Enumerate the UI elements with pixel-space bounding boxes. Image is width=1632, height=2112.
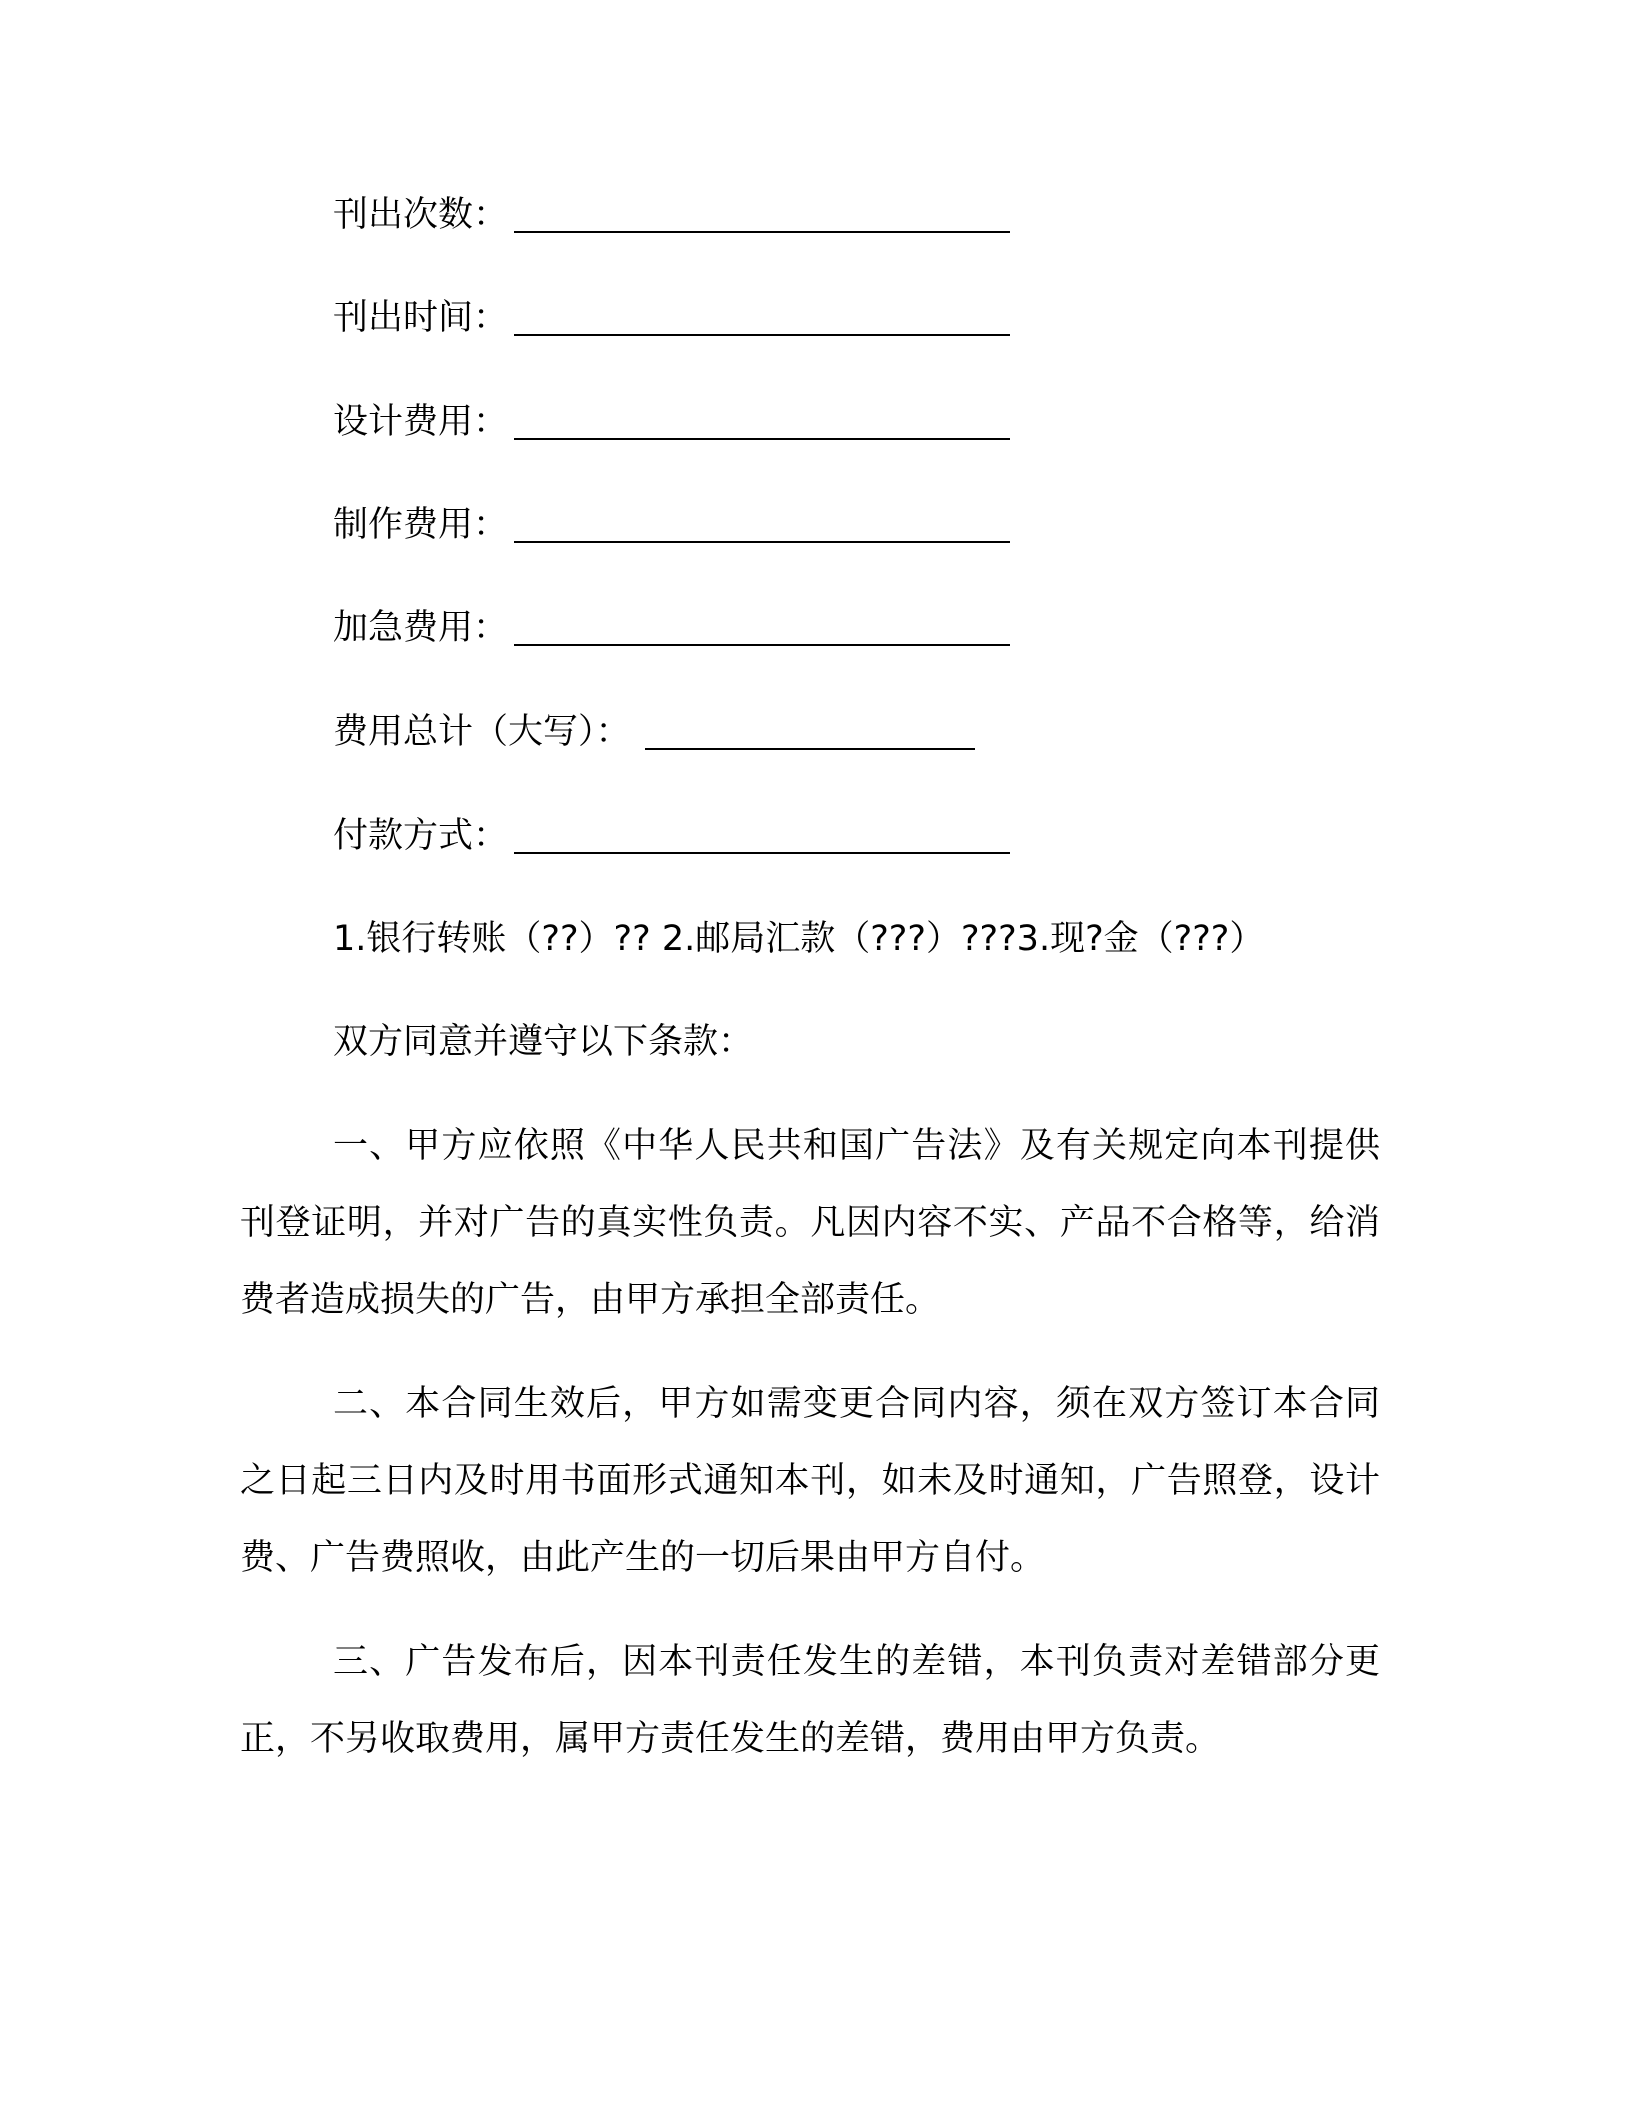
field-rush-fee bbox=[333, 598, 1010, 658]
field-label: 刊出次数： bbox=[333, 195, 509, 235]
field-label: 制作费用： bbox=[333, 505, 509, 545]
field-blank-line bbox=[514, 211, 1010, 233]
payment-options: 1.银行转账（??）?? 2.邮局汇款（???）???3.现?金（???） bbox=[333, 919, 1265, 959]
field-blank-line bbox=[514, 314, 1010, 336]
clause-1: 一、甲方应依照《中华人民共和国广告法》及有关规定向本刊提供刊登证明，并对广告的真实性负责。凡因内容不实、产品不合格等，给消费者造成损失的广告，由甲方承担全部责任。 bbox=[240, 1126, 1380, 1320]
field-blank-line bbox=[514, 521, 1010, 543]
field-blank-line bbox=[514, 624, 1010, 646]
clause-3: 三、广告发布后，因本刊责任发生的差错，本刊负责对差错部分更正，不另收取费用，属甲方责任发生的差错，费用由甲方负责。 bbox=[240, 1642, 1380, 1759]
field-publish-count bbox=[333, 185, 1010, 245]
field-blank-line bbox=[514, 418, 1010, 440]
field-label: 费用总计（大写）： bbox=[333, 712, 631, 752]
field-blank-line bbox=[514, 832, 1010, 854]
agreement-intro: 双方同意并遵守以下条款： bbox=[333, 1022, 754, 1062]
field-publish-time bbox=[333, 288, 1010, 348]
field-label: 设计费用： bbox=[333, 402, 509, 442]
field-payment-method bbox=[333, 806, 1010, 866]
field-label: 加急费用： bbox=[333, 608, 509, 648]
field-label: 刊出时间： bbox=[333, 298, 509, 338]
field-total-fee bbox=[333, 702, 975, 762]
clause-2: 二、本合同生效后，甲方如需变更合同内容，须在双方签订本合同之日起三日内及时用书面形式通知本刊，如未及时通知，广告照登，设计费、广告费照收，由此产生的一切后果由甲方自付。 bbox=[240, 1384, 1380, 1578]
field-production-fee bbox=[333, 495, 1010, 555]
field-blank-line bbox=[645, 728, 975, 750]
field-label: 付款方式： bbox=[333, 816, 509, 856]
field-design-fee bbox=[333, 392, 1010, 452]
